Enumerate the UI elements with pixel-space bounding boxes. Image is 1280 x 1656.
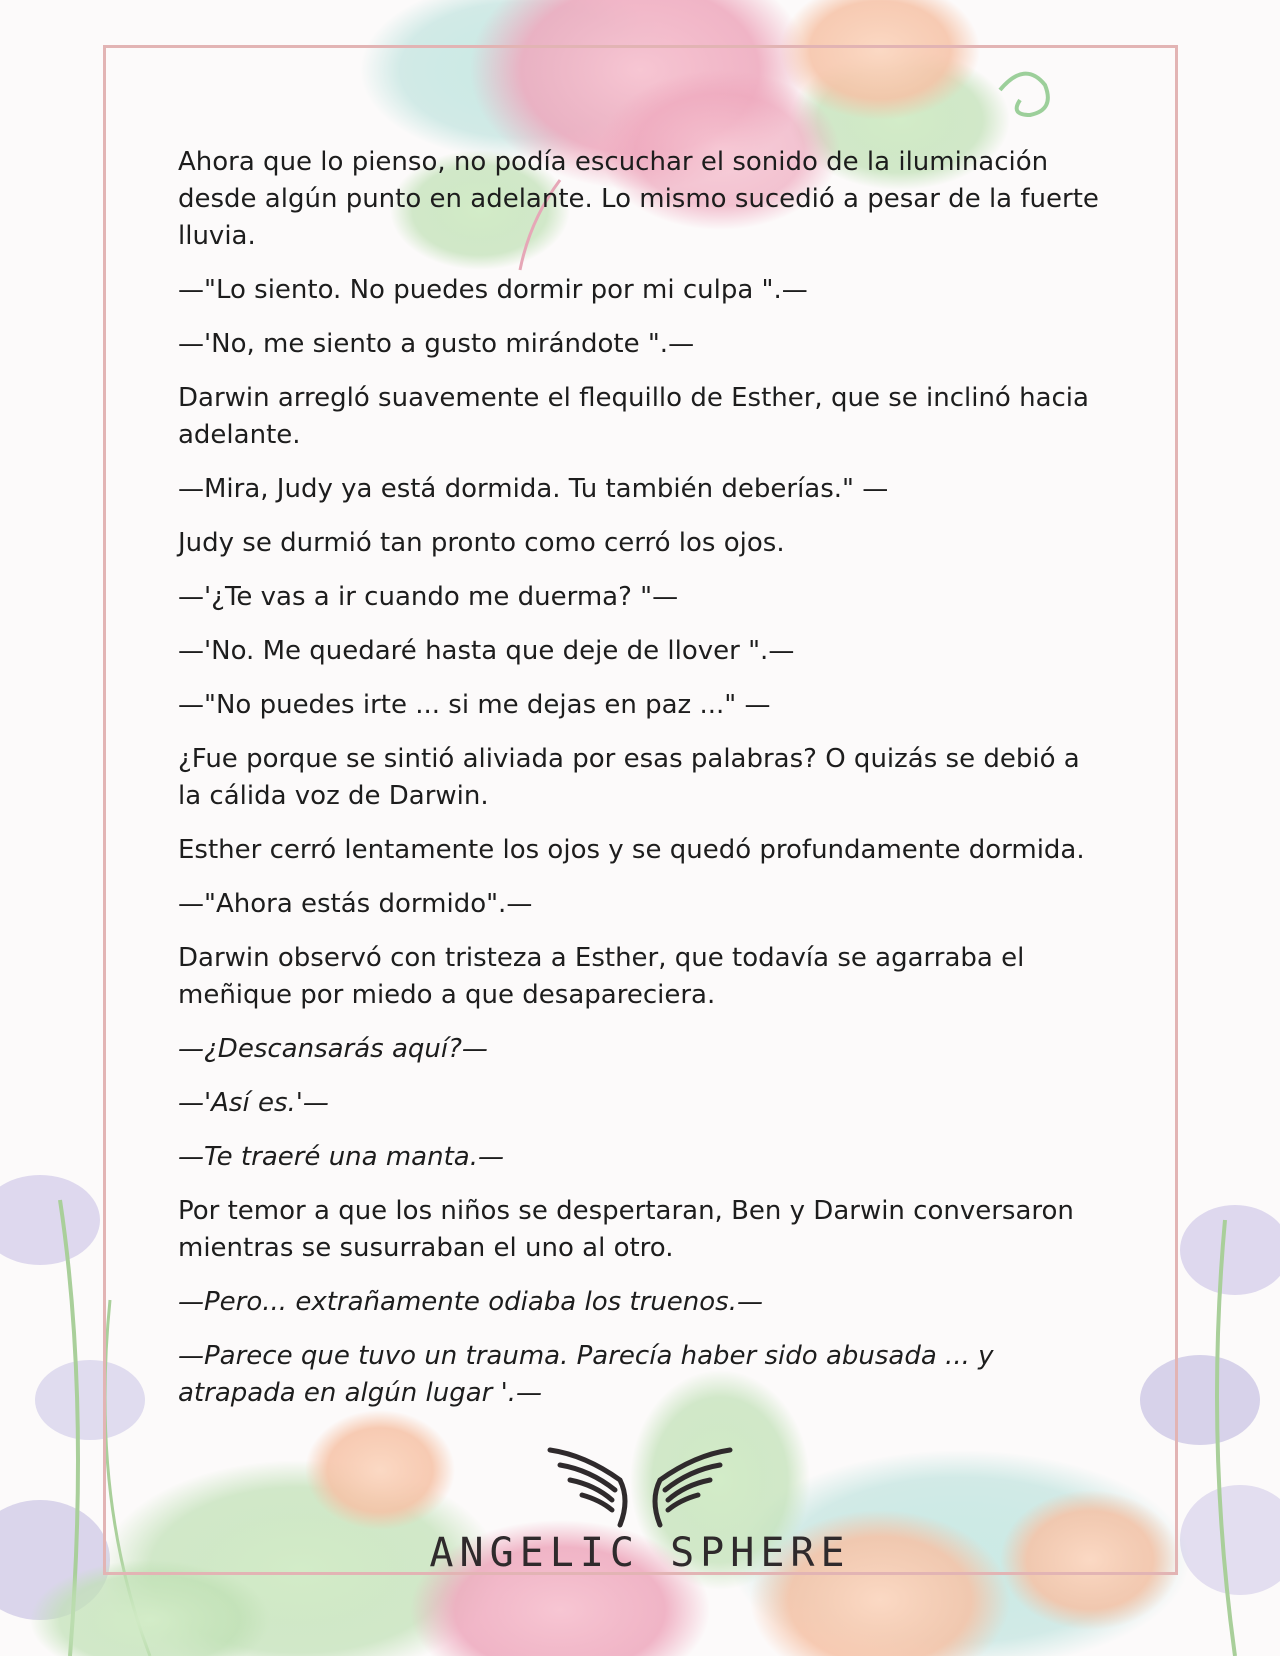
paragraph: —Mira, Judy ya está dormida. Tu también deberías." — bbox=[178, 474, 889, 504]
paragraph: —'¿Te vas a ir cuando me duerma? "— bbox=[178, 582, 679, 612]
right-violet bbox=[1180, 1205, 1280, 1295]
story-text bbox=[178, 144, 1110, 1429]
paragraph: —Te traeré una manta.— bbox=[178, 1142, 504, 1172]
paragraph: Darwin observó con tristeza a Esther, que todavía se agarraba el meñique por miedo a que desapareciera. bbox=[178, 943, 1025, 1010]
paragraph: —'Así es.'— bbox=[178, 1088, 329, 1118]
paragraph: Esther cerró lentamente los ojos y se quedó profundamente dormida. bbox=[178, 835, 1085, 865]
paragraph: —"Ahora estás dormido".— bbox=[178, 889, 533, 919]
paragraph: Darwin arregló suavemente el flequillo de Esther, que se inclinó hacia adelante. bbox=[178, 383, 1089, 450]
paragraph: Por temor a que los niños se despertaran, Ben y Darwin conversaron mientras se susurraban el uno al otro. bbox=[178, 1196, 1074, 1263]
paragraph: —'No, me siento a gusto mirándote ".— bbox=[178, 329, 695, 359]
paragraph: —Pero... extrañamente odiaba los truenos.— bbox=[178, 1287, 763, 1317]
paragraph: ¿Fue porque se sintió aliviada por esas palabras? O quizás se debió a la cálida voz de Darwin. bbox=[178, 744, 1080, 811]
brand-name: ANGELIC SPHERE bbox=[429, 1530, 851, 1576]
paragraph: —"Lo siento. No puedes dormir por mi culpa ".— bbox=[178, 275, 808, 305]
paragraph: Judy se durmió tan pronto como cerró los ojos. bbox=[178, 528, 785, 558]
paragraph: —'No. Me quedaré hasta que deje de llover ".— bbox=[178, 636, 795, 666]
paragraph: Ahora que lo pienso, no podía escuchar el sonido de la iluminación desde algún punto en adelante. Lo mismo sucedió a pesar de la fuerte lluvia. bbox=[178, 147, 1099, 251]
left-violet bbox=[0, 1175, 100, 1265]
angel-wings-icon bbox=[540, 1445, 740, 1535]
paragraph: —"No puedes irte ... si me dejas en paz ..." — bbox=[178, 690, 771, 720]
paragraph: —Parece que tuvo un trauma. Parecía haber sido abusada ... y atrapada en algún lugar '.— bbox=[178, 1341, 994, 1408]
paragraph: —¿Descansarás aquí?— bbox=[178, 1034, 488, 1064]
